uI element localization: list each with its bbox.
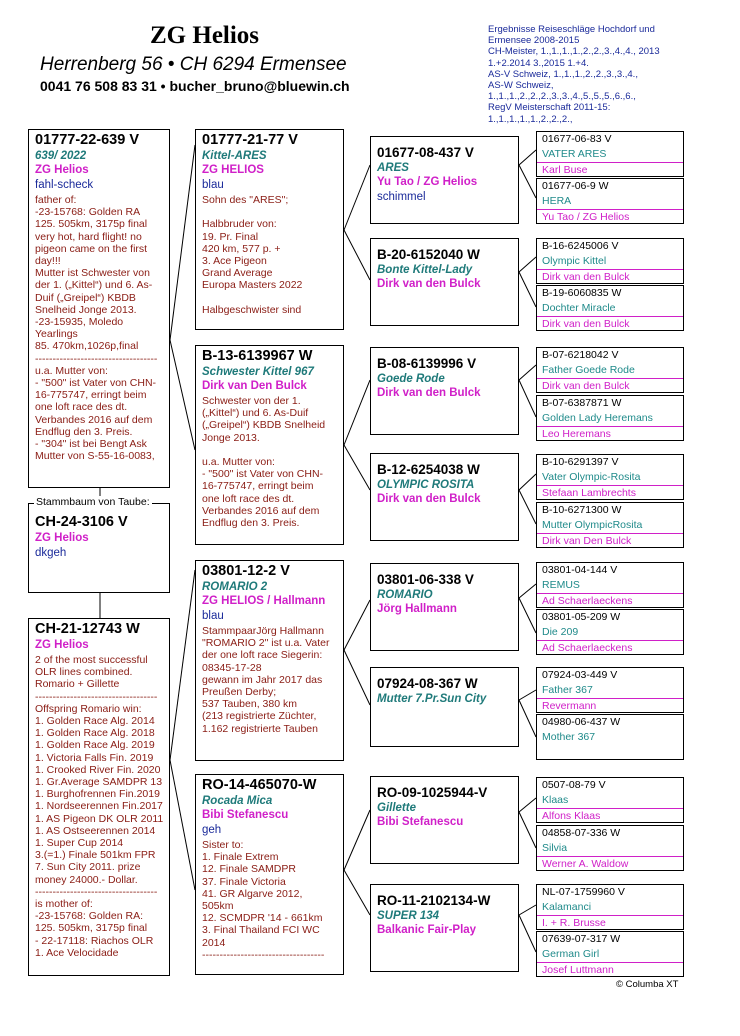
copyright-footer: © Columba XT xyxy=(616,979,679,990)
great-grandparent-name: Father Goede Rode xyxy=(542,364,635,376)
parent-color: blau xyxy=(202,610,224,622)
subject-pigeon-card xyxy=(28,129,170,488)
great-grandparent-ring-number: 04980-06-437 W xyxy=(542,716,621,728)
parent-card xyxy=(195,560,344,761)
grandparent-ring-number: RO-11-2102134-W xyxy=(377,893,491,908)
grandparent-ring-number: B-08-6139996 V xyxy=(377,356,477,371)
parent-owner: Dirk van Den Bulck xyxy=(202,380,307,392)
great-grandparent-owner: Leo Heremans xyxy=(537,426,683,441)
great-grandparent-owner: Josef Luttmann xyxy=(537,962,683,977)
great-grandparent-owner: Ad Schaerlaeckens xyxy=(537,640,683,655)
parent-name: Rocada Mica xyxy=(202,795,273,807)
great-grandparent-card xyxy=(536,395,684,441)
great-grandparent-ring-number: B-07-6387871 W xyxy=(542,397,622,409)
grandparent-ring-number: RO-09-1025944-V xyxy=(377,785,488,800)
grandparent-owner: Jörg Hallmann xyxy=(377,603,457,615)
great-grandparent-card xyxy=(536,454,684,500)
parent-name: Kittel-ARES xyxy=(202,150,267,162)
subject-name: 639/ 2022 xyxy=(35,150,87,162)
grandparent-color: schimmel xyxy=(377,191,426,203)
great-grandparent-name: Vater Olympic-Rosita xyxy=(542,471,641,483)
subject-notes: father of: -23-15768: Golden RA 125. 505km, 3175p final very hot, hard flight! no pigeon came on the first day!!! Mutter ist Schwester von der 1. („Kittel“) und 6. As- Duif („Greipel“) KBDB Snelheid Jonge 2013. -23-15935, Moledo Yearlings 85. 470km,1026p,final ----------------------------------- u.a. Mutter von: - "500" ist Vater von CHN- 16-775747, erringt beim one loft race des dt. Verbandes 2016 auf dem Endflug den 3. Preis. - "304" ist bei Bengt Ask Mutter von S-55-16-0083, xyxy=(35,194,158,463)
grandparent-ring-number: 03801-06-338 V xyxy=(377,572,474,587)
parent-notes: StammpaarJörg Hallmann "ROMARIO 2" ist u.a. Vater der one loft race Siegerin: 08345-17-28 gewann im Jahr 2017 das Preußen Derby; 537 Tauben, 380 km (213 registrierte Züchter, 1.162 registrierte Tauben xyxy=(202,625,330,735)
great-grandparent-ring-number: B-19-6060835 W xyxy=(542,287,622,299)
subject-color: fahl-scheck xyxy=(35,179,94,191)
great-grandparent-name: German Girl xyxy=(542,948,600,960)
great-grandparent-card xyxy=(536,562,684,608)
great-grandparent-card xyxy=(536,178,684,224)
dam-notes: 2 of the most successful OLR lines combined. Romario + Gillette ----------------------------------- Offspring Romario win: 1. Golden Race Alg. 2014 1. Golden Race Alg. 2018 1. Golden Race Alg. 2019 1. Victoria Falls Fin. 2019 1. Crooked River Fin. 2020 1. Gr.Average SAMDPR 13 1. Burghofrennen Fin.2019 1. Nordseerennen Fin.2017 1. AS Pigeon DK OLR 2011 1. AS Ostseerennen 2014 1. Super Cup 2014 3.(=1.) Finale 501km FPR 7. Sun City 2011. prize money 24000.- Dollar. ----------------------------------- is mother of: -23-15768: Golden RA: 125. 505km, 3175p final - 22-17118: Riachos OLR 1. Ace Velocidade xyxy=(35,654,164,959)
parent-ring-number: 01777-21-77 V xyxy=(202,132,298,148)
great-grandparent-owner: Dirk van den Bulck xyxy=(537,316,683,331)
grandparent-card xyxy=(370,347,519,435)
great-grandparent-card xyxy=(536,285,684,331)
great-grandparent-ring-number: NL-07-1759960 V xyxy=(542,886,625,898)
great-grandparent-name: Olympic Kittel xyxy=(542,255,607,267)
parent-name: ROMARIO 2 xyxy=(202,581,268,593)
grandparent-name: Bonte Kittel-Lady xyxy=(377,264,473,276)
great-grandparent-name: Golden Lady Heremans xyxy=(542,412,653,424)
parent-notes: Schwester von der 1. („Kittel“) und 6. As-Duif („Greipel“) KBDB Snelheid Jonge 2013. u.a. Mutter von: - "500" ist Vater von CHN- 16-775747, erringt beim one loft race des dt. Verbandes 2016 auf dem Endflug den 3. Preis. xyxy=(202,395,326,530)
grandparent-owner: Yu Tao / ZG Helios xyxy=(377,176,478,188)
great-grandparent-card xyxy=(536,502,684,548)
great-grandparent-name: Die 209 xyxy=(542,626,579,638)
parent-card xyxy=(195,774,344,975)
parent-notes: Sohn des "ARES"; Halbbruder von: 19. Pr. Final 420 km, 577 p. + 3. Ace Pigeon Grand Average Europa Masters 2022 Halbgeschwister sind xyxy=(202,194,303,316)
grandparent-card xyxy=(370,453,519,541)
great-grandparent-owner: Dirk van den Bulck xyxy=(537,378,683,393)
great-grandparent-ring-number: B-10-6291397 V xyxy=(542,456,619,468)
great-grandparent-owner: Karl Buse xyxy=(537,162,683,177)
grandparent-card xyxy=(370,238,519,326)
great-grandparent-name: VATER ARES xyxy=(542,148,607,160)
grandparent-ring-number: 01677-08-437 V xyxy=(377,145,474,160)
dam-ring-number: CH-21-12743 W xyxy=(35,621,140,637)
great-grandparent-card xyxy=(536,238,684,284)
great-grandparent-ring-number: B-10-6271300 W xyxy=(542,504,622,516)
breeder-address: Herrenberg 56 • CH 6294 Ermensee xyxy=(40,54,347,75)
great-grandparent-ring-number: 07639-07-317 W xyxy=(542,933,621,945)
great-grandparent-card xyxy=(536,714,684,760)
breeder-contact: 0041 76 508 83 31 • bucher_bruno@bluewin.ch xyxy=(40,78,350,94)
great-grandparent-name: HERA xyxy=(542,195,572,207)
great-grandparent-owner: Werner A. Waldow xyxy=(537,856,683,871)
grandparent-name: ARES xyxy=(377,162,409,174)
grandparent-owner: Dirk van den Bulck xyxy=(377,387,481,399)
great-grandparent-owner: Ad Schaerlaeckens xyxy=(537,593,683,608)
grandparent-owner: Dirk van den Bulck xyxy=(377,493,481,505)
grandparent-name: Gillette xyxy=(377,802,416,814)
pedigree-ref-owner: ZG Helios xyxy=(35,532,89,544)
grandparent-ring-number: B-12-6254038 W xyxy=(377,462,480,477)
great-grandparent-ring-number: 0507-08-79 V xyxy=(542,779,606,791)
great-grandparent-name: Kalamanci xyxy=(542,901,592,913)
great-grandparent-owner: Stefaan Lambrechts xyxy=(537,485,683,500)
results-summary: Ergebnisse Reiseschläge Hochdorf und Ermensee 2008-2015 CH-Meister, 1.,1.,1.,1.,2.,2.,3.,4.,4., 2013 1.+2.2014 3.,2015 1.+4. AS-V Schweiz, 1.,1.,1.,2.,2.,3.,3.,4., AS-W Schweiz, 1.,1.,1.,2.,2.,2.,3.,3.,4.,5.,5.,5.,6.,6., RegV Meisterschaft 2011-15: 1.,1.,1.,1.,1.,2.,2.,2., xyxy=(488,24,660,125)
great-grandparent-owner: I. + R. Brusse xyxy=(537,915,683,930)
parent-notes: Sister to: 1. Finale Extrem 12. Finale SAMDPR 37. Finale Victoria 41. GR Algarve 2012, 505km 12. SCMDPR '14 - 661km 3. Final Thailand FCI WC 2014 ----------------------------------- xyxy=(202,839,325,961)
grandparent-ring-number: B-20-6152040 W xyxy=(377,247,480,262)
great-grandparent-ring-number: 01677-06-83 V xyxy=(542,133,612,145)
great-grandparent-owner: Yu Tao / ZG Helios xyxy=(537,209,683,224)
grandparent-card xyxy=(370,136,519,224)
parent-card xyxy=(195,129,344,330)
parent-ring-number: 03801-12-2 V xyxy=(202,563,290,579)
grandparent-owner: Bibi Stefanescu xyxy=(377,816,464,828)
dam-owner: ZG Helios xyxy=(35,639,89,651)
great-grandparent-ring-number: 01677-06-9 W xyxy=(542,180,609,192)
grandparent-name: Goede Rode xyxy=(377,373,445,385)
parent-owner: Bibi Stefanescu xyxy=(202,809,289,821)
pedigree-reference-card xyxy=(28,503,170,593)
grandparent-owner: Balkanic Fair-Play xyxy=(377,924,477,936)
great-grandparent-card xyxy=(536,667,684,713)
great-grandparent-card xyxy=(536,347,684,393)
great-grandparent-card xyxy=(536,931,684,977)
great-grandparent-name: Father 367 xyxy=(542,684,593,696)
parent-ring-number: B-13-6139967 W xyxy=(202,348,313,364)
grandparent-name: Mutter 7.Pr.Sun City xyxy=(377,693,487,705)
grandparent-owner: Dirk van den Bulck xyxy=(377,278,481,290)
parent-name: Schwester Kittel 967 xyxy=(202,366,314,378)
great-grandparent-ring-number: B-07-6218042 V xyxy=(542,349,619,361)
great-grandparent-card xyxy=(536,825,684,871)
great-grandparent-ring-number: 04858-07-336 W xyxy=(542,827,621,839)
parent-color: blau xyxy=(202,179,224,191)
parent-owner: ZG HELIOS xyxy=(202,164,264,176)
great-grandparent-name: Dochter Miracle xyxy=(542,302,616,314)
great-grandparent-name: REMUS xyxy=(542,579,580,591)
great-grandparent-name: Mother 367 xyxy=(542,731,596,743)
great-grandparent-card xyxy=(536,884,684,930)
great-grandparent-card xyxy=(536,777,684,823)
great-grandparent-owner: Dirk van den Bulck xyxy=(537,269,683,284)
great-grandparent-name: Mutter OlympicRosita xyxy=(542,519,643,531)
grandparent-card xyxy=(370,776,519,864)
grandparent-name: ROMARIO xyxy=(377,589,433,601)
subject-ring-number: 01777-22-639 V xyxy=(35,132,139,148)
pedigree-ref-color: dkgeh xyxy=(35,547,67,559)
great-grandparent-ring-number: B-16-6245006 V xyxy=(542,240,619,252)
grandparent-card xyxy=(370,563,519,651)
great-grandparent-name: Klaas xyxy=(542,794,569,806)
subject-owner: ZG Helios xyxy=(35,164,89,176)
pedigree-reference-label: Stammbaum von Taube: xyxy=(36,496,150,508)
breeder-title: ZG Helios xyxy=(150,22,260,49)
grandparent-name: OLYMPIC ROSITA xyxy=(377,479,475,491)
pedigree-ref-ring-number: CH-24-3106 V xyxy=(35,514,128,530)
great-grandparent-card xyxy=(536,131,684,177)
great-grandparent-ring-number: 03801-05-209 W xyxy=(542,611,621,623)
great-grandparent-owner: Revermann xyxy=(537,698,683,713)
parent-ring-number: RO-14-465070-W xyxy=(202,777,317,793)
great-grandparent-ring-number: 07924-03-449 V xyxy=(542,669,618,681)
great-grandparent-ring-number: 03801-04-144 V xyxy=(542,564,618,576)
great-grandparent-owner: Alfons Klaas xyxy=(537,808,683,823)
great-grandparent-owner: Dirk van Den Bulck xyxy=(537,533,683,548)
grandparent-ring-number: 07924-08-367 W xyxy=(377,676,478,691)
great-grandparent-card xyxy=(536,609,684,655)
great-grandparent-name: Silvia xyxy=(542,842,568,854)
parent-owner: ZG HELIOS / Hallmann xyxy=(202,595,326,607)
grandparent-card xyxy=(370,667,519,747)
parent-color: geh xyxy=(202,824,222,836)
grandparent-name: SUPER 134 xyxy=(377,910,440,922)
dam-pigeon-card xyxy=(28,618,170,976)
grandparent-card xyxy=(370,884,519,972)
parent-card xyxy=(195,345,344,545)
